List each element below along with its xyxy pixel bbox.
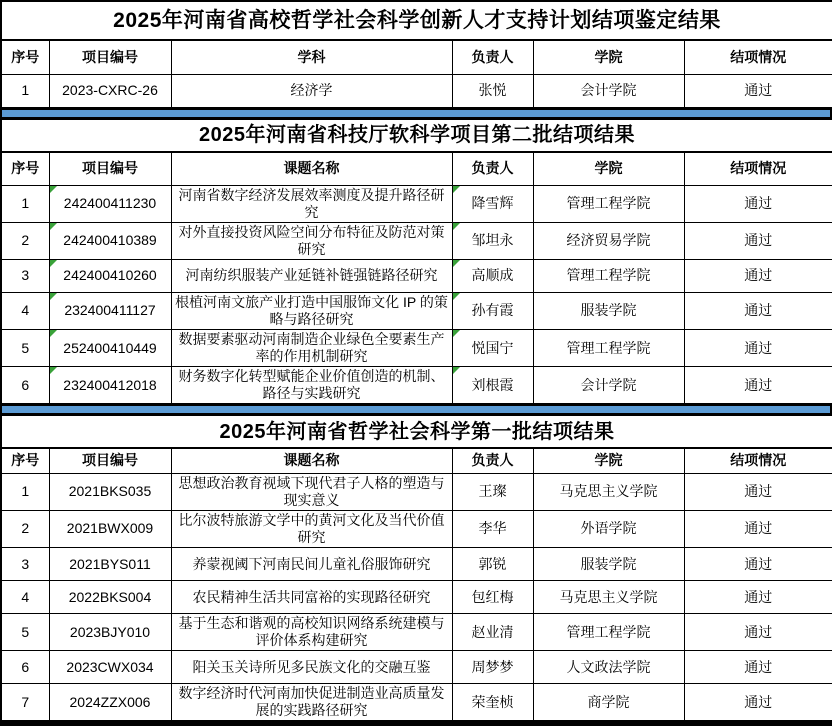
blue-divider <box>0 405 832 414</box>
cell-index: 6 <box>1 367 49 405</box>
col-header-project-code: 项目编号 <box>49 448 171 473</box>
table-title-row <box>1 119 832 152</box>
cell-leader <box>452 222 533 259</box>
col-header-status: 结项情况 <box>684 40 832 74</box>
cell-project-code-text: 232400412018 <box>63 376 157 393</box>
cell-project-code <box>49 292 171 329</box>
cell-status: 通过 <box>684 614 832 651</box>
col-header-topic: 课题名称 <box>171 448 452 473</box>
corner-flag-icon <box>453 186 460 193</box>
table-row <box>1 651 832 684</box>
cell-project-code: 2021BYS011 <box>49 548 171 581</box>
cell-topic: 养蒙视阈下河南民间儿童礼俗服饰研究 <box>171 548 452 581</box>
cell-index: 7 <box>1 684 49 722</box>
cell-college: 管理工程学院 <box>533 614 684 651</box>
cell-project-code <box>49 329 171 366</box>
col-header-subject: 学科 <box>171 40 452 74</box>
table-innovation-talent-results <box>0 0 832 109</box>
table-title-row <box>1 415 832 448</box>
table-row <box>1 473 832 510</box>
cell-college: 马克思主义学院 <box>533 581 684 614</box>
cell-leader: 王璨 <box>452 473 533 510</box>
cell-status: 通过 <box>684 510 832 547</box>
table-row <box>1 614 832 651</box>
cell-project-code-text: 242400410389 <box>63 232 157 249</box>
cell-status: 通过 <box>684 473 832 510</box>
cell-topic: 阳关玉关诗所见多民族文化的交融互鉴 <box>171 651 452 684</box>
col-header-leader: 负责人 <box>452 448 533 473</box>
cell-project-code <box>49 259 171 292</box>
cell-index: 1 <box>1 74 49 108</box>
cell-topic: 对外直接投资风险空间分布特征及防范对策研究 <box>171 222 452 259</box>
table-header-row <box>1 40 832 74</box>
cell-leader <box>452 329 533 366</box>
table-row <box>1 222 832 259</box>
cell-topic: 数字经济时代河南加快促进制造业高质量发展的实践路径研究 <box>171 684 452 722</box>
cell-status: 通过 <box>684 292 832 329</box>
table-row <box>1 185 832 222</box>
cell-topic: 比尔波特旅游文学中的黄河文化及当代价值研究 <box>171 510 452 547</box>
cell-leader: 李华 <box>452 510 533 547</box>
cell-leader <box>452 185 533 222</box>
cell-project-code: 2024ZZX006 <box>49 684 171 722</box>
cell-project-code: 2021BKS035 <box>49 473 171 510</box>
cell-college: 管理工程学院 <box>533 185 684 222</box>
cell-index: 4 <box>1 581 49 614</box>
cell-leader: 周梦梦 <box>452 651 533 684</box>
cell-leader-text: 悦国宁 <box>471 339 514 356</box>
cell-college: 商学院 <box>533 684 684 722</box>
corner-flag-icon <box>50 260 57 267</box>
corner-flag-icon <box>50 367 57 374</box>
cell-project-code-text: 242400411230 <box>63 195 157 212</box>
col-header-index: 序号 <box>1 152 49 185</box>
blue-divider <box>0 109 832 118</box>
table-row <box>1 548 832 581</box>
corner-flag-icon <box>453 330 460 337</box>
col-header-status: 结项情况 <box>684 152 832 185</box>
cell-index: 5 <box>1 614 49 651</box>
cell-leader-text: 孙有霞 <box>471 302 514 319</box>
corner-flag-icon <box>50 223 57 230</box>
cell-index: 1 <box>1 473 49 510</box>
cell-leader <box>452 367 533 405</box>
cell-project-code <box>49 185 171 222</box>
col-header-topic: 课题名称 <box>171 152 452 185</box>
cell-project-code-text: 252400410449 <box>63 339 157 356</box>
cell-subject: 经济学 <box>171 74 452 108</box>
cell-topic: 河南省数字经济发展效率测度及提升路径研究 <box>171 185 452 222</box>
cell-topic: 农民精神生活共同富裕的实现路径研究 <box>171 581 452 614</box>
cell-project-code: 2023BJY010 <box>49 614 171 651</box>
cell-leader: 包红梅 <box>452 581 533 614</box>
corner-flag-icon <box>453 223 460 230</box>
cell-project-code: 2023-CXRC-26 <box>49 74 171 108</box>
cell-status: 通过 <box>684 367 832 405</box>
table-title: 2025年河南省哲学社会科学第一批结项结果 <box>1 415 832 448</box>
cell-topic: 数据要素驱动河南制造企业绿色全要素生产率的作用机制研究 <box>171 329 452 366</box>
cell-index: 4 <box>1 292 49 329</box>
cell-status: 通过 <box>684 581 832 614</box>
cell-index: 6 <box>1 651 49 684</box>
cell-index: 2 <box>1 510 49 547</box>
cell-index: 5 <box>1 329 49 366</box>
cell-status: 通过 <box>684 548 832 581</box>
cell-index: 1 <box>1 185 49 222</box>
cell-leader <box>452 292 533 329</box>
corner-flag-icon <box>453 367 460 374</box>
cell-project-code-text: 232400411127 <box>64 302 156 319</box>
cell-college: 经济贸易学院 <box>533 222 684 259</box>
cell-leader: 郭锐 <box>452 548 533 581</box>
cell-index: 3 <box>1 548 49 581</box>
cell-index: 2 <box>1 222 49 259</box>
cell-leader-text: 邹坦永 <box>471 232 514 249</box>
cell-status: 通过 <box>684 329 832 366</box>
cell-status: 通过 <box>684 74 832 108</box>
cell-leader <box>452 259 533 292</box>
cell-topic: 根植河南文旅产业打造中国服饰文化 IP 的策略与路径研究 <box>171 292 452 329</box>
cell-project-code <box>49 222 171 259</box>
table-header-row <box>1 152 832 185</box>
col-header-index: 序号 <box>1 40 49 74</box>
table-row <box>1 367 832 405</box>
col-header-leader: 负责人 <box>452 40 533 74</box>
table-soft-science-results <box>0 118 832 405</box>
cell-college: 外语学院 <box>533 510 684 547</box>
col-header-college: 学院 <box>533 40 684 74</box>
cell-college: 会计学院 <box>533 74 684 108</box>
table-title: 2025年河南省高校哲学社会科学创新人才支持计划结项鉴定结果 <box>1 1 832 40</box>
cell-topic: 基于生态和谐观的高校知识网络系统建模与评价体系构建研究 <box>171 614 452 651</box>
cell-status: 通过 <box>684 222 832 259</box>
corner-flag-icon <box>453 293 460 300</box>
cell-college: 会计学院 <box>533 367 684 405</box>
table-row <box>1 329 832 366</box>
table-title-row <box>1 1 832 40</box>
col-header-project-code: 项目编号 <box>49 40 171 74</box>
cell-college: 人文政法学院 <box>533 651 684 684</box>
cell-project-code <box>49 367 171 405</box>
cell-index: 3 <box>1 259 49 292</box>
cell-status: 通过 <box>684 259 832 292</box>
table-header-row <box>1 448 832 473</box>
corner-flag-icon <box>50 186 57 193</box>
cell-college: 服装学院 <box>533 292 684 329</box>
corner-flag-icon <box>453 260 460 267</box>
table-row <box>1 259 832 292</box>
cell-project-code: 2021BWX009 <box>49 510 171 547</box>
cell-project-code: 2022BKS004 <box>49 581 171 614</box>
cell-leader-text: 刘根霞 <box>471 376 514 393</box>
cell-leader: 赵业清 <box>452 614 533 651</box>
cell-college: 服装学院 <box>533 548 684 581</box>
cell-status: 通过 <box>684 684 832 722</box>
cell-project-code: 2023CWX034 <box>49 651 171 684</box>
col-header-index: 序号 <box>1 448 49 473</box>
col-header-college: 学院 <box>533 448 684 473</box>
cell-topic: 思想政治教育视域下现代君子人格的塑造与现实意义 <box>171 473 452 510</box>
cell-topic: 财务数字化转型赋能企业价值创造的机制、路径与实践研究 <box>171 367 452 405</box>
cell-status: 通过 <box>684 651 832 684</box>
col-header-status: 结项情况 <box>684 448 832 473</box>
table-title: 2025年河南省科技厅软科学项目第二批结项结果 <box>1 119 832 152</box>
cell-project-code-text: 242400410260 <box>63 267 157 284</box>
table-row <box>1 510 832 547</box>
corner-flag-icon <box>50 330 57 337</box>
corner-flag-icon <box>50 293 57 300</box>
cell-leader: 张悦 <box>452 74 533 108</box>
col-header-college: 学院 <box>533 152 684 185</box>
cell-college: 管理工程学院 <box>533 259 684 292</box>
cell-topic: 河南纺织服装产业延链补链强链路径研究 <box>171 259 452 292</box>
table-row <box>1 581 832 614</box>
cell-college: 马克思主义学院 <box>533 473 684 510</box>
table-row <box>1 684 832 722</box>
table-row <box>1 292 832 329</box>
cell-college: 管理工程学院 <box>533 329 684 366</box>
table-row <box>1 74 832 108</box>
cell-leader-text: 高顺成 <box>471 267 514 284</box>
cell-status: 通过 <box>684 185 832 222</box>
col-header-leader: 负责人 <box>452 152 533 185</box>
cell-leader: 荣奎桢 <box>452 684 533 722</box>
cell-leader-text: 降雪辉 <box>471 195 514 212</box>
table-philosophy-social-science-results <box>0 414 832 722</box>
col-header-project-code: 项目编号 <box>49 152 171 185</box>
